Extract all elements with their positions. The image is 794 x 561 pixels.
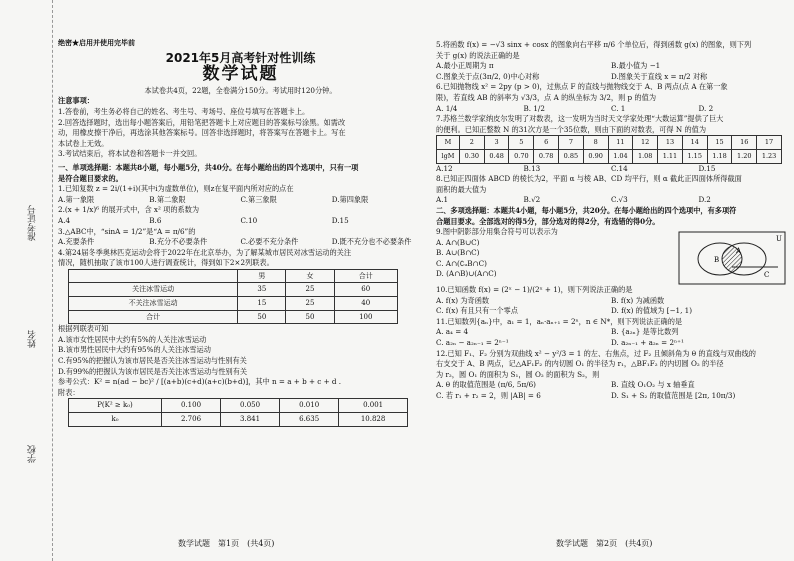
venn-label-u: U xyxy=(776,235,782,244)
option: B.13 xyxy=(523,163,541,173)
option: A.第一象限 xyxy=(58,194,95,204)
question-8: 8.已知正四面体 ABCD 的棱长为2，平面 α 与棱 AB、CD 均平行，则 α 截此正四面体所得截面 xyxy=(436,174,742,184)
q2-options xyxy=(58,216,423,227)
table-cell: 1.18 xyxy=(707,149,732,163)
critical-value-table xyxy=(68,398,408,426)
q12-options xyxy=(436,380,786,391)
option: C. a₂ₙ − a₂ₙ₋₁ = 2ⁿ⁻¹ xyxy=(436,338,509,348)
table-cell: 2.706 xyxy=(161,413,220,427)
q3-options xyxy=(58,237,423,248)
q9-text xyxy=(436,227,678,285)
option: B.充分不必要条件 xyxy=(149,237,208,247)
table-cell: 合计 xyxy=(334,269,397,283)
option: D. (A∩B)∪(A∩C) xyxy=(436,269,497,279)
q10-options xyxy=(436,296,786,307)
note-line: 2.回答选择题时，选出每小题答案后，用铅笔把答题卡上对应题目的答案标号涂黑。如需改 xyxy=(58,117,346,127)
question-5-cont: 关于 g(x) 的说法正确的是 xyxy=(436,50,520,60)
question-7: 7.苏格兰数学家纳皮尔发明了对数表，这一发明为当时天文学家处理“大数运算”提供了巨大 xyxy=(436,114,724,124)
q11-options xyxy=(436,327,786,338)
subject-title: 数学试题 xyxy=(202,64,279,85)
option: C. f(x) 有且只有一个零点 xyxy=(436,306,518,316)
option: B.第二象限 xyxy=(149,194,186,204)
question-12: 12.已知 F₁、F₂ 分别为双曲线 x² − y²/3 = 1 的左、右焦点，过 F₂ 且倾斜角为 θ 的直线与双曲线的 xyxy=(436,348,756,358)
option: B. A∪(B∩C) xyxy=(436,248,480,258)
table-row xyxy=(69,310,398,324)
question-7-cont: 的便利。已知正整数 N 的31次方是一个35位数，则由下面的对数表，可得 N 的值为 xyxy=(436,124,707,134)
table-cell: 3.841 xyxy=(221,413,280,427)
right-page xyxy=(436,40,786,402)
binding-strip xyxy=(0,0,53,561)
option: C.图象关于点(3π/2, 0)中心对称 xyxy=(436,71,540,81)
option: B.6 xyxy=(149,215,162,225)
school-label: 学校 xyxy=(28,445,38,463)
table-cell: 16 xyxy=(732,136,757,150)
table-cell: 0.90 xyxy=(583,149,608,163)
option: D. 2 xyxy=(698,103,714,113)
table-cell: 14 xyxy=(682,136,707,150)
q5-options xyxy=(436,61,786,72)
option: C.10 xyxy=(240,215,258,225)
question-2: 2.(x + 1/x)⁶ 的展开式中，含 x² 项的系数为 xyxy=(58,205,200,215)
option: A.充要条件 xyxy=(58,237,95,247)
question-4: 4.第24届冬季奥林匹克运动会将于2022年在北京举办，为了解某城市居民对冰雪运动的关注 xyxy=(58,247,352,257)
note-line: 本试卷上无效。 xyxy=(58,138,109,148)
q10-options xyxy=(436,306,786,317)
option: C.√3 xyxy=(611,195,628,205)
q12-options xyxy=(436,391,786,402)
option: C.有95%的把握认为该市居民是否关注冰雪运动与性别有关 xyxy=(58,356,247,366)
option: A. 1/4 xyxy=(436,103,458,113)
option: D.既不充分也不必要条件 xyxy=(331,237,412,247)
page-footer-left: 数学试题 第1页 (共4页) xyxy=(178,539,275,548)
table-cell xyxy=(69,269,238,283)
table-row xyxy=(437,136,782,150)
table-header-row xyxy=(69,269,398,283)
table-cell: 0.001 xyxy=(339,399,408,413)
table-cell: 0.100 xyxy=(161,399,220,413)
question-10: 10.已知函数 f(x) = (2ˣ − 1)/(2ˣ + 1)，则下列说法正确的是 xyxy=(436,285,633,295)
table-cell: 0.78 xyxy=(534,149,559,163)
table-cell: 12 xyxy=(633,136,658,150)
section2-header-cont: 合题目要求。全部选对的得5分，部分选对的得2分，有选错的得0分。 xyxy=(436,216,660,226)
question-4-cont: 情况，随机抽取了该市100人进行调查统计，得到如下2×2列联表。 xyxy=(58,258,274,268)
table-cell: 3 xyxy=(484,136,509,150)
attach-label: 附表： xyxy=(58,387,80,397)
table-cell: 1.20 xyxy=(732,149,757,163)
table-cell: 1.04 xyxy=(608,149,633,163)
reference-formula: 参考公式：K² = n(ad − bc)² / [(a+b)(c+d)(a+c)(b+d)]，其中 n = a + b + c + d . xyxy=(58,377,342,387)
option: B.√2 xyxy=(523,195,541,205)
table-row xyxy=(437,149,782,163)
option: D.有99%的把握认为该市居民是否关注冰雪运动与性别有关 xyxy=(58,366,248,376)
log-table xyxy=(436,135,782,163)
table-cell: 7 xyxy=(559,136,584,150)
q6-options xyxy=(436,104,786,115)
table-cell: 2 xyxy=(459,136,484,150)
option: D. S₁ + S₂ 的取值范围是 [2π, 10π/3) xyxy=(611,391,736,401)
question-3: 3.△ABC中，“sinA = 1/2”是“A = π/6”的 xyxy=(58,226,196,236)
option: A. a₄ = 4 xyxy=(436,327,469,337)
option: C. 若 r₁ + r₂ = 2，则 |AB| = 6 xyxy=(436,391,541,401)
option: B.最小值为 −1 xyxy=(611,61,661,71)
contingency-table xyxy=(68,269,398,324)
venn-label-a: A xyxy=(736,247,742,256)
table-cell: 10.828 xyxy=(339,413,408,427)
venn-label-c: C xyxy=(764,271,770,280)
question-12-cont: 为 r₂，圆 O₁ 的面积为 S₁，圆 O₂ 的面积为 S₂，则 xyxy=(436,369,600,379)
table-row xyxy=(69,413,408,427)
option: D.2 xyxy=(698,195,711,205)
table-cell: 合计 xyxy=(69,310,238,324)
option: A. f(x) 为奇函数 xyxy=(436,295,490,305)
option: B. 直线 O₁O₂ 与 x 轴垂直 xyxy=(611,380,695,390)
option: C.第三象限 xyxy=(240,194,277,204)
table-cell: 女 xyxy=(286,269,334,283)
table-cell: k₀ xyxy=(69,413,162,427)
intro-text: 本试卷共4页，22题，全卷满分150分。考试用时120分钟。 xyxy=(144,85,337,95)
question-6: 6.已知抛物线 x² = 2py (p > 0)，过焦点 F 的直线与抛物线交于 A、B 两点(点 A 在第一象 xyxy=(436,82,728,92)
option: D.15 xyxy=(698,163,716,173)
note-line: 动，用橡皮擦干净后，再选涂其他答案标号。回答非选择题时，将答案写在答题卡上。写在 xyxy=(58,128,346,138)
table-cell: 6 xyxy=(534,136,559,150)
section1-header: 一、单项选择题：本题共8小题，每小题5分，共40分。在每小题给出的四个选项中，只有一项 xyxy=(58,162,359,172)
table-cell: 60 xyxy=(334,283,397,297)
option: B.该市男性居民中大约有95%的人关注冰雪运动 xyxy=(58,345,211,355)
section1-header-cont: 是符合题目要求的。 xyxy=(58,173,123,183)
table-cell: 13 xyxy=(658,136,683,150)
option: A.4 xyxy=(58,215,71,225)
q7-options xyxy=(436,164,786,175)
q1-options xyxy=(58,195,423,206)
table-cell: 35 xyxy=(238,283,286,297)
question-11: 11.已知数列{aₙ}中，a₁ = 1，aₙ·aₙ₊₁ = 2ⁿ，n ∈ N*，则下列说法正确的是 xyxy=(436,316,683,326)
table-cell: 15 xyxy=(238,297,286,311)
table-cell: P(K² ≥ k₀) xyxy=(69,399,162,413)
table-cell: 50 xyxy=(238,310,286,324)
option: B. {a₂ₙ} 是等比数列 xyxy=(611,327,679,337)
q9-block xyxy=(436,227,786,285)
question-1: 1.已知复数 z = 2i/(1+i)(其中i为虚数单位)，则z在复平面内所对应的点在 xyxy=(58,184,294,194)
table-cell: 8 xyxy=(583,136,608,150)
question-5: 5.将函数 f(x) = −√3 sinx + cosx 的图象向右平移 π/6 个单位后，得到函数 g(x) 的图象，则下列 xyxy=(436,40,752,49)
venn-diagram xyxy=(678,231,786,285)
venn-label-b: B xyxy=(714,256,720,265)
question-12-cont: 右支交于 A、B 两点，记△AF₁F₂ 的内切圆 O₁ 的半径为 r₁，△BF₁F₂ 的内切圆 O₂ 的半径 xyxy=(436,359,724,369)
table-cell: 0.010 xyxy=(280,399,339,413)
table-cell: 1.11 xyxy=(658,149,683,163)
table-cell: 11 xyxy=(608,136,633,150)
table-row xyxy=(69,283,398,297)
section2-header: 二、多项选择题：本题共4小题，每小题5分，共20分。在每小题给出的四个选项中，有多项符 xyxy=(436,205,737,215)
option: A. A∩(B∪C) xyxy=(436,237,480,247)
q8-options xyxy=(436,195,786,206)
option: D.15 xyxy=(331,215,349,225)
table-cell: 0.30 xyxy=(459,149,484,163)
table-cell: M xyxy=(437,136,460,150)
table-cell: 17 xyxy=(757,136,782,150)
left-page xyxy=(58,0,423,427)
option: A.1 xyxy=(436,195,449,205)
option: B. f(x) 为减函数 xyxy=(611,295,665,305)
table-row xyxy=(69,399,408,413)
table-cell: 1.15 xyxy=(682,149,707,163)
option: D.图象关于直线 x = π/2 对称 xyxy=(611,71,708,81)
table-cell: 5 xyxy=(509,136,534,150)
option: A.12 xyxy=(436,163,453,173)
option: C.必要不充分条件 xyxy=(240,237,299,247)
exam-title: 2021年5月高考针对性训练 xyxy=(165,50,316,65)
table-cell: 50 xyxy=(286,310,334,324)
note-line: 1.答卷前，考生务必将自己的姓名、考生号、考场号、座位号填写在答题卡上。 xyxy=(58,106,310,116)
q11-options xyxy=(436,338,786,349)
option: D. f(x) 的值域为 [−1, 1) xyxy=(611,306,693,316)
option: C. A∩(∁ᵤB∩C) xyxy=(436,258,487,268)
question-8-cont: 面积的最大值为 xyxy=(436,184,487,194)
option: D. a₂ₙ₋₁ + a₂ₙ = 2ⁿ⁺¹ xyxy=(611,338,684,348)
table-cell: 1.08 xyxy=(633,149,658,163)
table-cell: 0.70 xyxy=(509,149,534,163)
table-cell: 0.85 xyxy=(559,149,584,163)
table-cell: 不关注冰雪运动 xyxy=(69,297,238,311)
note-line: 3.考试结束后，将本试卷和答题卡一并交回。 xyxy=(58,149,202,159)
question-9: 9.图中阴影部分用集合符号可以表示为 xyxy=(436,227,558,237)
table-cell: 25 xyxy=(286,283,334,297)
table-cell: 15 xyxy=(707,136,732,150)
option: B. 1/2 xyxy=(523,103,545,113)
notes-title: 注意事项： xyxy=(58,96,94,106)
option: C. 1 xyxy=(611,103,626,113)
table-cell: 1.23 xyxy=(757,149,782,163)
q4-prompt: 根据列联表可知 xyxy=(58,324,109,334)
table-cell: 40 xyxy=(334,297,397,311)
table-cell: 男 xyxy=(238,269,286,283)
option: A. θ 的取值范围是 (π/6, 5π/6) xyxy=(436,380,536,390)
table-cell: 关注冰雪运动 xyxy=(69,283,238,297)
name-label: 姓名 xyxy=(28,330,38,348)
table-cell: 0.050 xyxy=(221,399,280,413)
secret-mark: 绝密★启用并使用完毕前 xyxy=(58,38,135,47)
table-cell: 0.48 xyxy=(484,149,509,163)
table-cell: 100 xyxy=(334,310,397,324)
option: A.该市女性居民中大约有5%的人关注冰雪运动 xyxy=(58,334,207,344)
option: A.最小正周期为 π xyxy=(436,61,494,71)
table-cell: 6.635 xyxy=(280,413,339,427)
table-cell: lgM xyxy=(437,149,460,163)
q5-options xyxy=(436,72,786,83)
table-row xyxy=(69,297,398,311)
question-6-cont: 限)，若直线 AB 的斜率为 √3/3，点 A 的纵坐标为 3/2，则 p 的值为 xyxy=(436,92,657,102)
page-footer-right: 数学试题 第2页 (共4页) xyxy=(556,539,653,548)
exam-number-label: 准考证号 xyxy=(28,205,38,241)
option: C.14 xyxy=(611,163,628,173)
table-cell: 25 xyxy=(286,297,334,311)
option: D.第四象限 xyxy=(331,194,369,204)
